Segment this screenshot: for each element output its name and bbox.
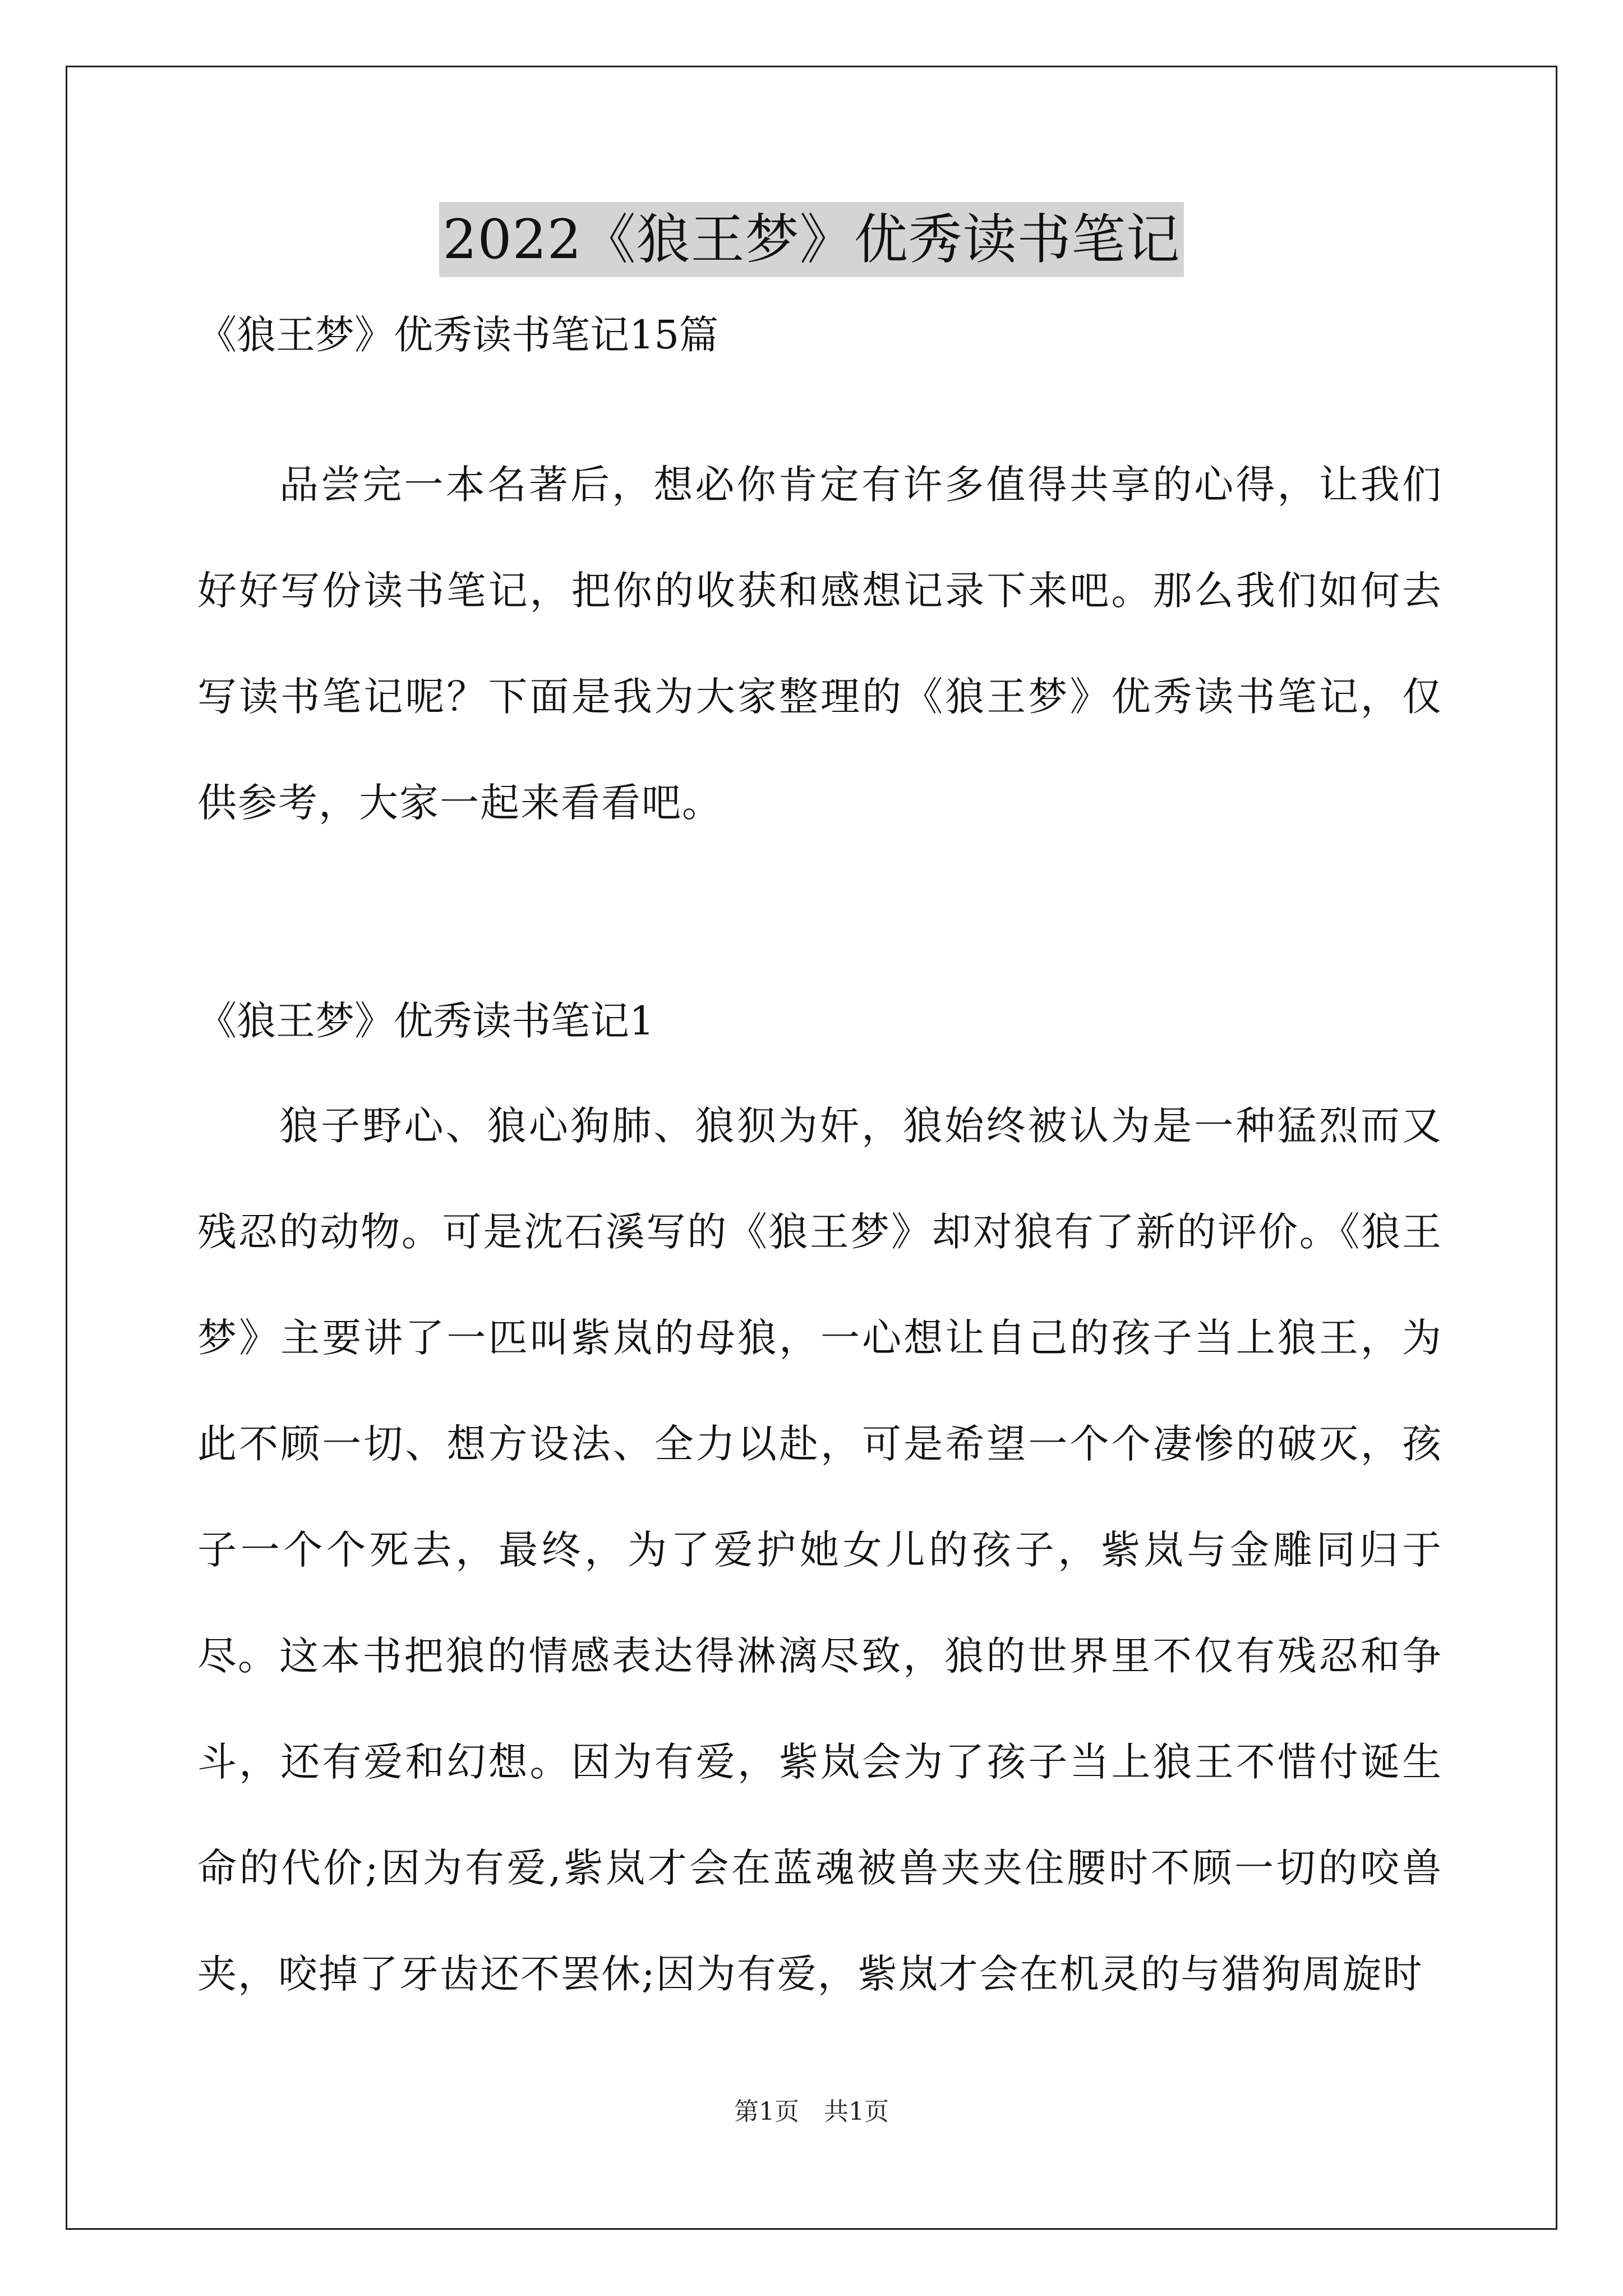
document-subtitle: 《狼王梦》优秀读书笔记15篇 <box>197 312 719 358</box>
body-paragraph-1: 狼子野心、狼心狗肺、狼狈为奸，狼始终被认为是一种猛烈而又残忍的动物。可是沈石溪写的《狼王梦》却对狼有了新的评价。《狼王梦》主要讲了一匹叫紫岚的母狼，一心想让自己的孩子当上狼王，为此不顾一切、想方设法、全力以赴，可是希望一个个凄惨的破灭，孩子一个个死去，最终，为了爱护她女儿的孩子，紫岚与金雕同归于尽。 <box>197 1103 1442 1679</box>
page-total: 共1页 <box>824 2097 889 2126</box>
title-container <box>0 202 1623 277</box>
page-footer <box>0 2095 1623 2129</box>
document-title: 2022《狼王梦》优秀读书笔记 <box>439 202 1183 277</box>
page-number: 第1页 <box>734 2097 799 2126</box>
section-heading: 《狼王梦》优秀读书笔记1 <box>197 998 654 1044</box>
body-paragraph-2: 这本书把狼的情感表达得淋漓尽致，狼的世界里不仅有残忍和争斗，还有爱和幻想。因为有爱，紫岚会为了孩子当上狼王不惜付诞生命的代价;因为有爱,紫岚才会在蓝魂被兽夹夹住腰时不顾一切的咬兽夹，咬掉了牙齿还不罢休;因为有爱，紫岚才会在机灵的与猎狗周旋时 <box>197 1633 1442 1997</box>
intro-paragraph: 品尝完一本名著后，想必你肯定有许多值得共享的心得，让我们好好写份读书笔记，把你的收获和感想记录下来吧。那么我们如何去写读书笔记呢？下面是我为大家整理的《狼王梦》优秀读书笔记，仅供参考，大家一起来看看吧。 <box>197 462 1442 826</box>
